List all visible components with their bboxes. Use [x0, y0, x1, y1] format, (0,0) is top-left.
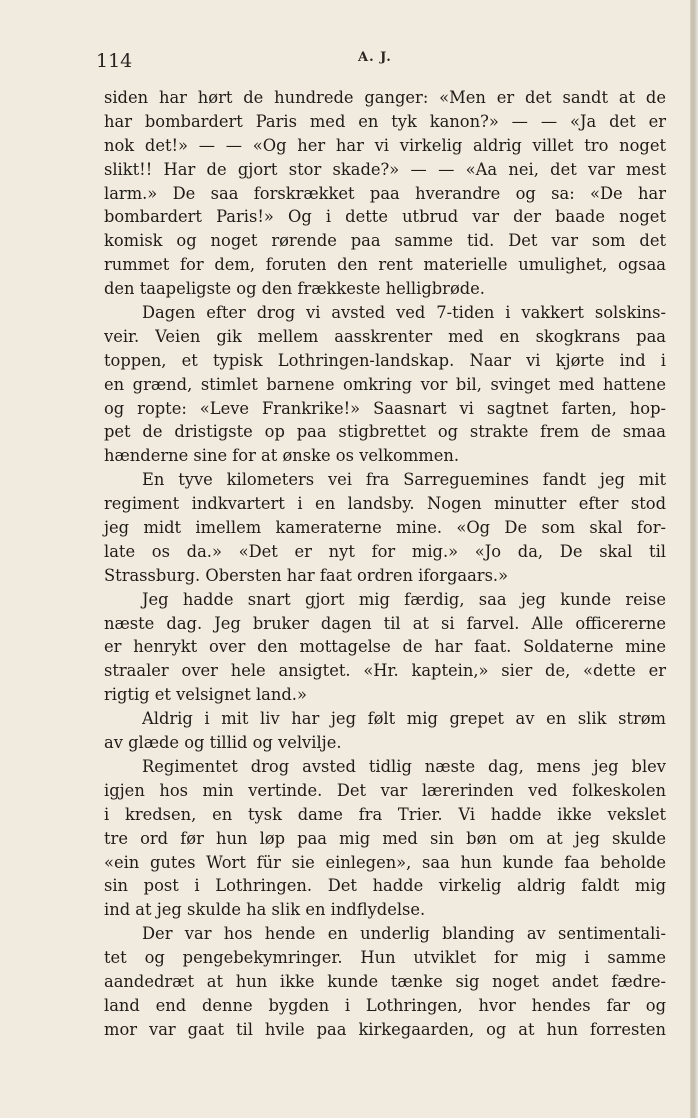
text-line: land end denne bygden i Lothringen, hvor hendes far og	[104, 995, 666, 1015]
body-text	[104, 86, 666, 1042]
text-line: har bombardert Paris med en tyk kanon?» — — «Ja det er	[104, 111, 666, 131]
page-edge-shadow	[691, 0, 694, 1118]
text-line: sin post i Lothringen. Det hadde virkelig aldrig faldt mig	[104, 876, 666, 896]
text-line: aandedræt at hun ikke kunde tænke sig noget andet fædre-	[104, 971, 666, 991]
text-line: Der var hos hende en underlig blanding av sentimentali-	[142, 924, 666, 944]
text-line: er henrykt over den mottagelse de har faat. Soldaterne mine	[104, 637, 666, 657]
text-line: tre ord før hun løp paa mig med sin bøn om at jeg skulde	[104, 828, 666, 848]
text-line: Jeg hadde snart gjort mig færdig, saa jeg kunde reise	[142, 589, 666, 609]
text-line: en grænd, stimlet barnene omkring vor bil, svinget med hattene	[104, 374, 666, 394]
text-line: Dagen efter drog vi avsted ved 7-tiden i vakkert solskins-	[142, 303, 666, 323]
text-line: Aldrig i mit liv har jeg følt mig grepet av en slik strøm	[142, 709, 666, 729]
text-line: ind at jeg skulde ha slik en indflydelse.	[104, 900, 426, 920]
text-line: komisk og noget rørende paa samme tid. Det var som det	[104, 231, 666, 251]
text-line: straaler over hele ansigtet. «Hr. kaptein,» sier de, «dette er	[104, 661, 666, 681]
text-line: larm.» De saa forskrækket paa hverandre og sa: «De har	[104, 183, 666, 203]
text-line: rigtig et velsignet land.»	[104, 685, 307, 705]
text-line: «ein gutes Wort für sie einlegen», saa hun kunde faa beholde	[104, 852, 666, 872]
text-line: En tyve kilometers vei fra Sarreguemines fandt jeg mit	[142, 470, 666, 490]
text-line: regiment indkvartert i en landsby. Nogen minutter efter stod	[104, 494, 666, 514]
text-line: i kredsen, en tysk dame fra Trier. Vi hadde ikke vekslet	[104, 804, 666, 824]
text-line: nok det!» — — «Og her har vi virkelig aldrig villet tro noget	[104, 135, 666, 155]
text-line: og ropte: «Leve Frankrike!» Saasnart vi sagtnet farten, hop-	[104, 398, 666, 418]
text-line: næste dag. Jeg bruker dagen til at si farvel. Alle officererne	[104, 613, 666, 633]
page-number: 114	[96, 50, 133, 72]
text-line: slikt!! Har de gjort stor skade?» — — «Aa nei, det var mest	[104, 159, 666, 179]
text-line: mor var gaat til hvile paa kirkegaarden, og at hun forresten	[104, 1019, 666, 1039]
text-line: den taapeligste og den frækkeste helligbrøde.	[104, 279, 485, 299]
running-head: A. J.	[358, 50, 392, 65]
text-line: rummet for dem, foruten den rent materielle umulighet, ogsaa	[104, 255, 666, 275]
text-line: veir. Veien gik mellem aasskrenter med en skogkrans paa	[104, 326, 666, 346]
text-line: jeg midt imellem kameraterne mine. «Og De som skal for-	[104, 518, 666, 538]
text-line: bombardert Paris!» Og i dette utbrud var der baade noget	[104, 207, 666, 227]
text-line: Strassburg. Obersten har faat ordren iforgaars.»	[104, 565, 509, 585]
text-line: siden har hørt de hundrede ganger: «Men er det sandt at de	[104, 88, 666, 107]
text-line: igjen hos min vertinde. Det var lærerinden ved folkeskolen	[104, 780, 666, 800]
text-line: Regimentet drog avsted tidlig næste dag, mens jeg blev	[142, 756, 666, 776]
text-line: pet de dristigste op paa stigbrettet og strakte frem de smaa	[104, 422, 666, 442]
text-line: av glæde og tillid og velvilje.	[104, 733, 342, 753]
text-line: late os da.» «Det er nyt for mig.» «Jo da, De skal til	[104, 541, 666, 561]
page-header	[96, 48, 670, 78]
text-line: hænderne sine for at ønske os velkommen.	[104, 446, 460, 466]
text-line: tet og pengebekymringer. Hun utviklet for mig i samme	[104, 948, 666, 968]
text-line: toppen, et typisk Lothringen-landskap. Naar vi kjørte ind i	[104, 350, 666, 370]
